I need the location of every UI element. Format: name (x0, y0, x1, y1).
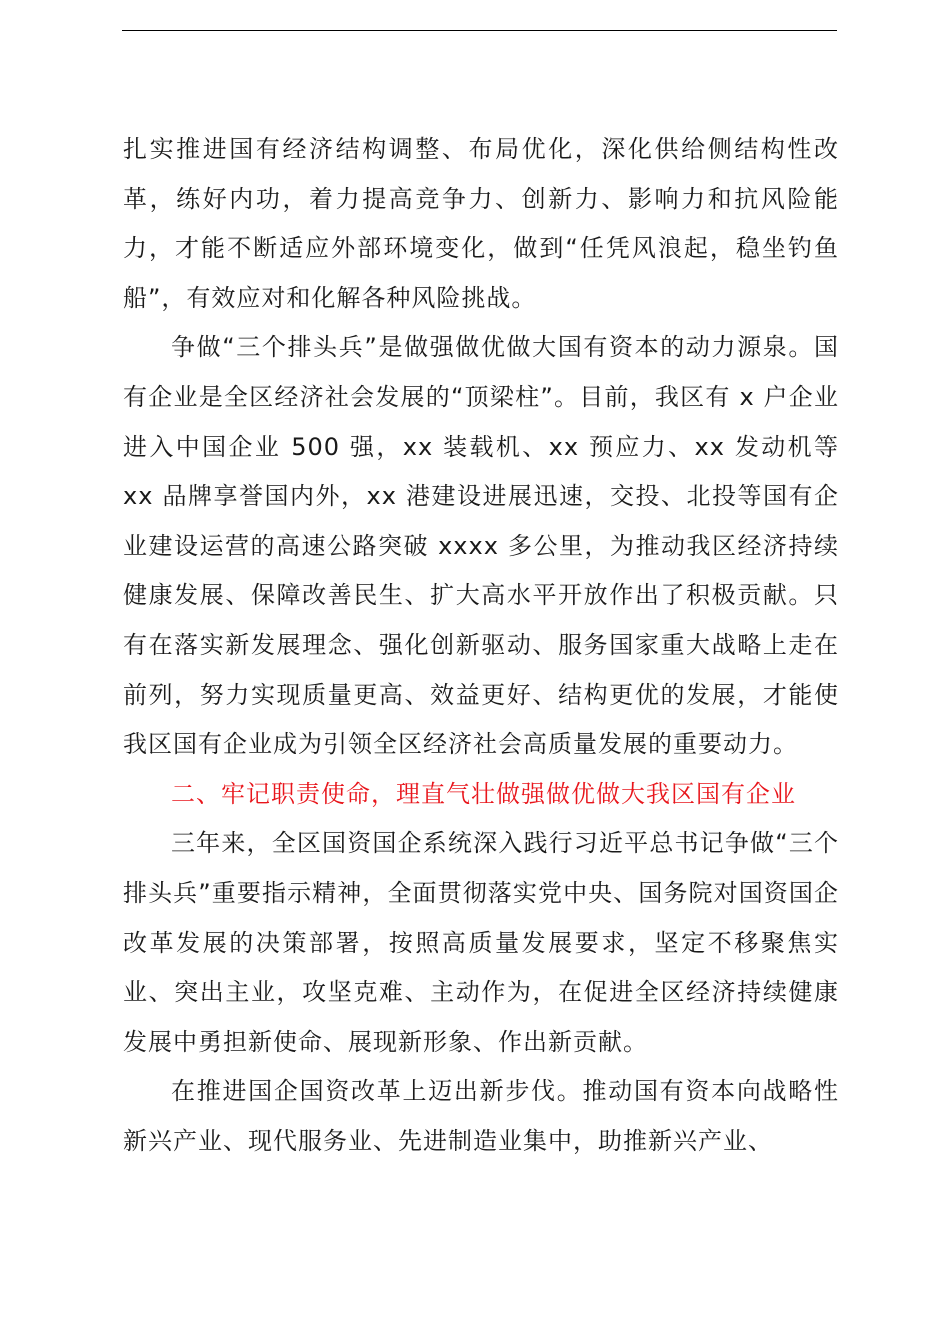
header-rule (122, 30, 837, 31)
paragraph-structural-adjustment: 扎实推进国有经济结构调整、布局优化，深化供给侧结构性改革，练好内功，着力提高竞争力、创新力、影响力和抗风险能力，才能不断适应外部环境变化，做到“任凭风浪起，稳坐钓鱼船”，有效应对和化解各种风险挑战。 (123, 135, 839, 312)
paragraph-three-pioneers: 争做“三个排头兵”是做强做优做大国有资本的动力源泉。国有企业是全区经济社会发展的“顶梁柱”。目前，我区有 x 户企业进入中国企业 500 强，xx 装载机、xx 预应力、xx 发动机等 xx 品牌享誉国内外，xx 港建设进展迅速，交投、北投等国有企业建设运营的高速公路突破 xxxx 多公里，为推动我区经济持续健康发展、保障改善民生、扩大高水平开放作出了积极贡献。只有在落实新发展理念、强化创新驱动、服务国家重大战略上走在前列，努力实现质量更高、效益更好、结构更优的发展，才能使我区国有企业成为引领全区经济社会高质量发展的重要动力。 (123, 333, 839, 759)
paragraph-three-years: 三年来，全区国资国企系统深入践行习近平总书记争做“三个排头兵”重要指示精神，全面贯彻落实党中央、国务院对国资国企改革发展的决策部署，按照高质量发展要求，坚定不移聚焦实业、突出主业，攻坚克难、主动作为，在促进全区经济持续健康发展中勇担新使命、展现新形象、作出新贡献。 (123, 829, 839, 1056)
section-heading-two: 二、牢记职责使命，理直气壮做强做优做大我区国有企业 (171, 779, 796, 808)
paragraph-reform-steps: 在推进国企国资改革上迈出新步伐。推动国有资本向战略性新兴产业、现代服务业、先进制造业集中，助推新兴产业、 (123, 1077, 839, 1155)
document-body (123, 125, 839, 1166)
